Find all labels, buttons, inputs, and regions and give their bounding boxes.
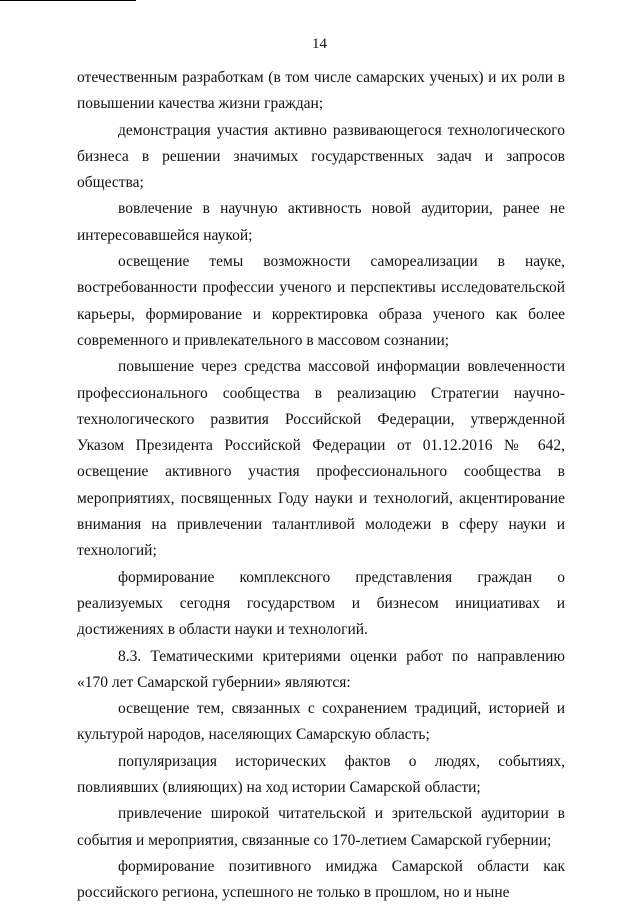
paragraph-section-8-3: 8.3. Тематическими критериями оценки работ по направлению «170 лет Самарской губернии» являются: [77,647,565,691]
paragraph-new-audience: вовлечение в научную активность новой аудитории, ранее не интересовавшейся наукой; [77,200,565,244]
paragraph-historical-facts: популяризация исторических фактов о людях, событиях, повлиявших (влияющих) на ход истории Самарской области; [77,752,565,797]
paragraph-media-engagement: повышение через средства массовой информации вовлеченности профессионального сообщества в реализацию Стратегии научно-технологического развития Российской Федерации, утвержденной Указом Президента Российской Федерации от 01.12.2016 № 642, освещение активного участия профессионального сообщества в мероприятиях, посвященных Году науки и технологий, акцентирование внимания на привлечении талантливой молодежи в сферу науки и технологий; [77,358,565,560]
paragraph-continuation: отечественным разработкам (в том числе самарских ученых) и их роли в повышении качества жизни граждан; [77,69,565,113]
paragraph-business-demonstration: демонстрация участия активно развивающегося технологического бизнеса в решении значимых государственных задач и запросов общества; [77,121,565,192]
paragraph-self-realization: освещение темы возможности самореализации в науке, востребованности профессии ученого и перспективы исследовательской карьеры, формирование и корректировка образа ученого как более современного и привлекательного в массовом сознании; [77,253,565,349]
page-number: 14 [312,36,327,52]
paragraph-audience-attraction: привлечение широкой читательской и зрительской аудитории в события и мероприятия, связанные со 170-летием Самарской губернии; [77,805,565,849]
top-rule [0,0,136,1]
paragraph-complex-representation: формирование комплексного представления граждан о реализуемых сегодня государством и бизнесом инициативах и достижениях в области науки и технологий. [77,568,565,639]
paragraph-positive-image: формирование позитивного имиджа Самарской области как российского региона, успешного не только в прошлом, но и ныне [77,857,565,902]
paragraph-traditions: освещение тем, связанных с сохранением традиций, историей и культурой народов, населяющих Самарскую область; [77,700,565,744]
document-body [77,65,565,907]
